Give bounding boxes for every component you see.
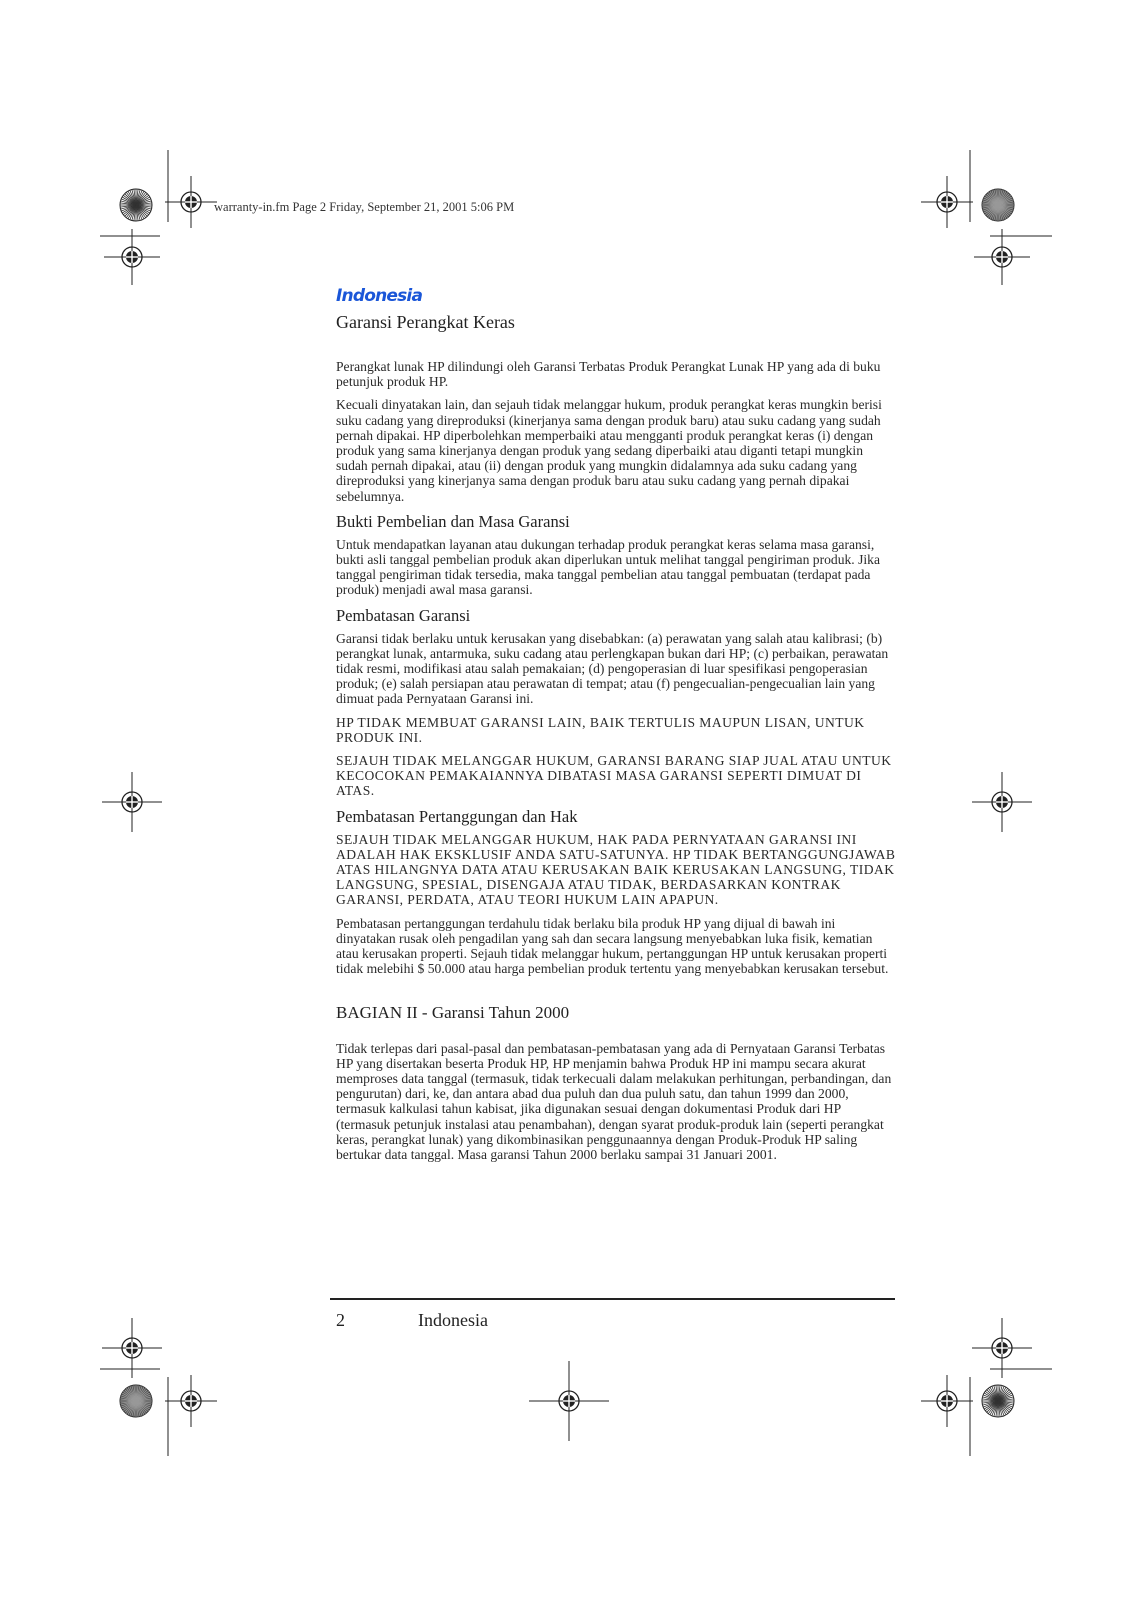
limitation-paragraph: Garansi tidak berlaku untuk kerusakan yang disebabkan: (a) perawatan yang salah atau kalibrasi; (b) perangkat lunak, antarmuka, suku cadang atau perlengkapan bukan dari HP; (c) perbaikan, perawatan tidak resmi, modifikasi atau salah pemakaian; (d) pengoperasian di luar spesifikasi pengoperasian produk; (e) salah persiapan atau perawatan di tempat; atau (f) pengecualian-pengecualian lain yang dimuat pada Pernyataan Garansi ini.	[336, 630, 889, 707]
heading-warranty-limitation: Pembatasan Garansi	[336, 605, 471, 625]
disclaimer-paragraph-2: SEJAUH TIDAK MELANGGAR HUKUM, GARANSI BARANG SIAP JUAL ATAU UNTUK KECOCOKAN PEMAKAIANNYA DIBATASI MASA GARANSI SEPERTI DIMUAT DI ATAS.	[336, 753, 892, 799]
page-number: 2	[336, 1310, 345, 1330]
document-body	[336, 286, 896, 1170]
page-title: Garansi Perangkat Keras	[336, 312, 515, 332]
disclaimer-paragraph-1: HP TIDAK MEMBUAT GARANSI LAIN, BAIK TERTULIS MAUPUN LISAN, UNTUK PRODUK INI.	[336, 714, 865, 745]
color-calibration-starburst-icon	[120, 1385, 152, 1417]
liability-paragraph: Pembatasan pertanggungan terdahulu tidak berlaku bila produk HP yang dijual di bawah ini dinyatakan rusak oleh pengadilan yang sah dan secara langsung menyebabkan luka fisik, kematian atau kerusakan properti. Sejauh tidak melanggar hukum, pertanggungan HP untuk kerusakan properti tidak melebihi $ 50.000 atau harga pembelian produk tertentu yang menyebabkan kerusakan tersebut.	[336, 915, 889, 977]
proof-paragraph: Untuk mendapatkan layanan atau dukungan terhadap produk perangkat keras selama masa garansi, bukti asli tanggal pembelian produk akan diperlukan untuk melihat tanggal pengiriman produk. Jika tanggal pengiriman tidak tersedia, maka tanggal pembelian atau tanggal pembuatan (terdapat pada produk) menjadi awal masa garansi.	[336, 536, 880, 598]
language-label: Indonesia	[336, 286, 423, 306]
heading-liability-limitation: Pembatasan Pertanggungan dan Hak	[336, 806, 578, 826]
intro-paragraph-2: Kecuali dinyatakan lain, dan sejauh tidak melanggar hukum, produk perangkat keras mungkin berisi suku cadang yang direproduksi (kinerjanya sama dengan produk baru) atau suku cadang yang sudah pernah dipakai. HP diperbolehkan memperbaiki atau mengganti produk perangkat keras (i) dengan produk yang sama kinerjanya dengan produk yang sedang diperbaiki atau diganti tetapi mungkin sudah pernah dipakai, atau (ii) dengan produk yang mungkin didalamnya ada suku cadang yang direproduksi yang kinerjanya sama dengan produk baru atau suku cadang yang pernah dipakai sebelumnya.	[336, 397, 882, 504]
registration-target-icon	[972, 772, 1032, 832]
registration-target-icon	[165, 1375, 217, 1427]
file-slug-header: warranty-in.fm Page 2 Friday, September 21, 2001 5:06 PM	[214, 200, 515, 214]
color-calibration-starburst-icon	[982, 189, 1014, 221]
disclaimer-paragraph-3: SEJAUH TIDAK MELANGGAR HUKUM, HAK PADA PERNYATAAN GARANSI INI ADALAH HAK EKSKLUSIF ANDA SATU-SATUNYA. HP TIDAK BERTANGGUNGJAWAB ATAS HILANGNYA DATA ATAU KERUSAKAN BAIK KERUSAKAN LANGSUNG, TIDAK LANGSUNG, SPESIAL, DISENGAJA ATAU TIDAK, BERDASARKAN KONTRAK GARANSI, PERDATA, ATAU TEORI HUKUM LAIN APAPUN.	[336, 831, 896, 908]
registration-target-icon	[974, 229, 1030, 285]
footer-rule	[330, 1298, 895, 1300]
y2k-paragraph: Tidak terlepas dari pasal-pasal dan pembatasan-pembatasan yang ada di Pernyataan Garansi Terbatas HP yang disertakan beserta Produk HP, HP menjamin bahwa Produk HP ini mampu secara akurat memproses data tanggal (termasuk, tidak terkecuali dalam melakukan perhitungan, perbandingan, dan pengurutan) dari, ke, dan antara abad dua puluh dan dua puluh satu, dan tahun 1999 dan 2000, termasuk kalkulasi tahun kabisat, jika digunakan sesuai dengan dokumentasi Produk dari HP (termasuk petunjuk instalasi atau penambahan), dengan syarat produk-produk lain (seperti perangkat keras, perangkat lunak) yang dikombinasikan penggunaannya dengan Produk-Produk HP saling bertukar data tanggal. Masa garansi Tahun 2000 berlaku sampai 31 Januari 2001.	[336, 1040, 892, 1162]
registration-target-icon	[529, 1361, 609, 1441]
heading-proof-of-purchase: Bukti Pembelian dan Masa Garansi	[336, 511, 570, 531]
registration-target-icon	[921, 1375, 973, 1427]
registration-target-icon	[102, 772, 162, 832]
color-calibration-starburst-icon	[982, 1385, 1014, 1417]
registration-target-icon	[165, 176, 217, 228]
footer-label: Indonesia	[418, 1310, 488, 1330]
heading-y2k-warranty: BAGIAN II - Garansi Tahun 2000	[336, 1002, 570, 1022]
intro-paragraph-1: Perangkat lunak HP dilindungi oleh Garansi Terbatas Produk Perangkat Lunak HP yang ada di buku petunjuk produk HP.	[336, 359, 881, 390]
color-calibration-starburst-icon	[120, 189, 152, 221]
registration-target-icon	[921, 176, 973, 228]
registration-target-icon	[104, 229, 160, 285]
